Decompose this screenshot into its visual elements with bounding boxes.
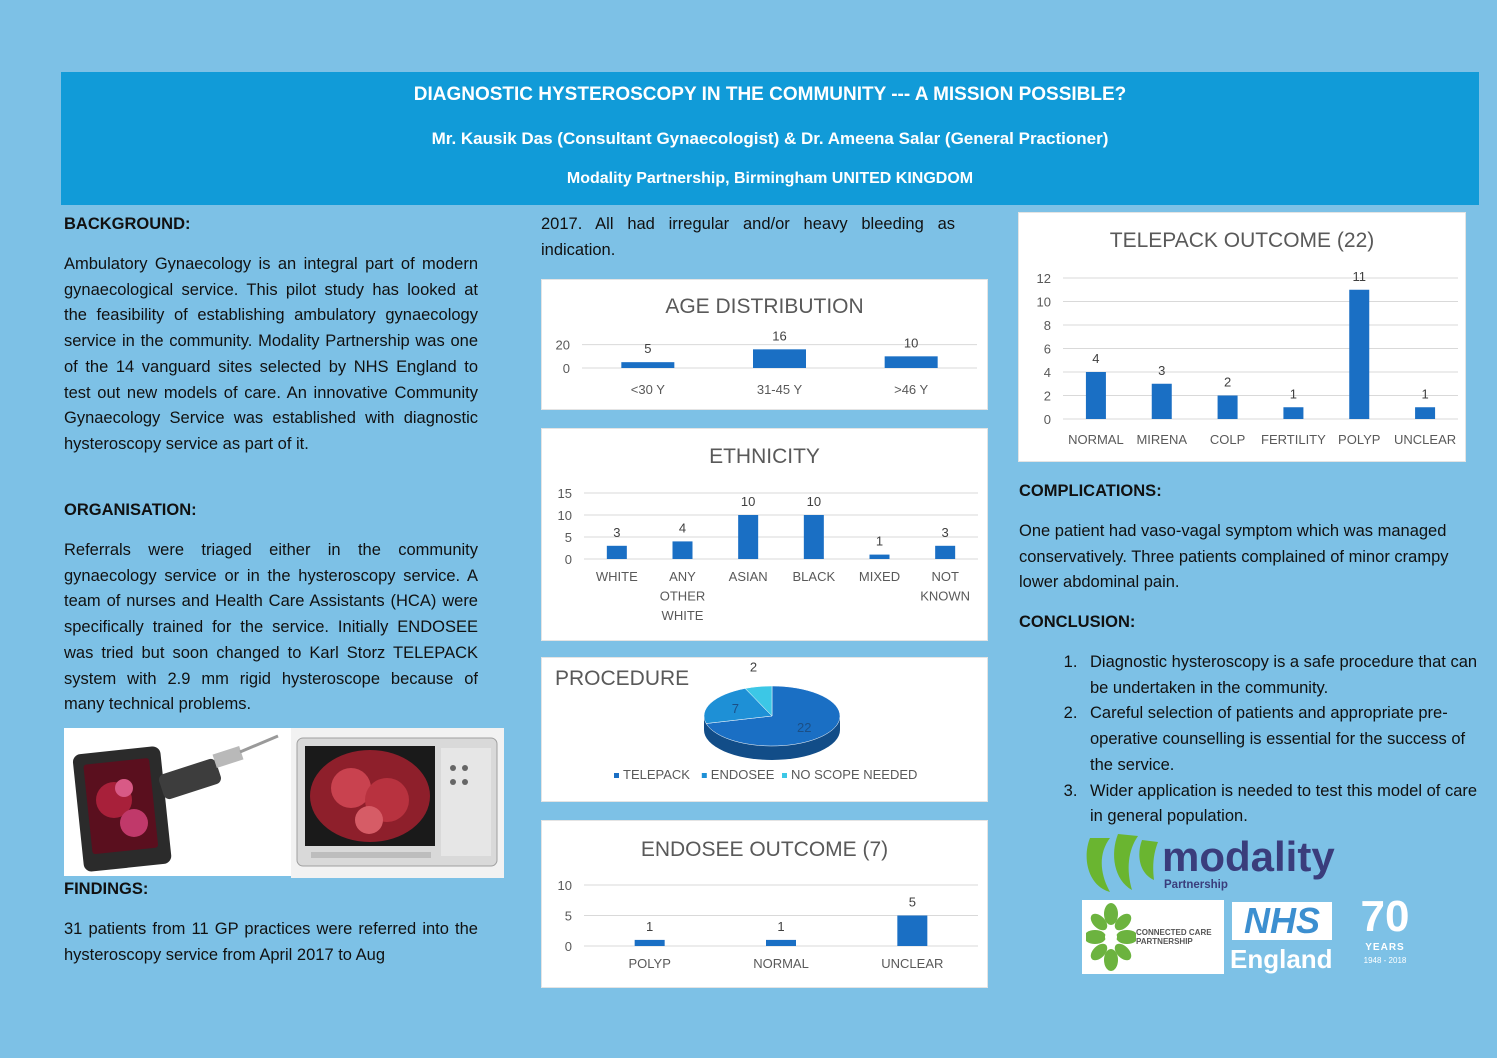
nhs-logo-text: NHS (1243, 900, 1320, 941)
bar (870, 555, 890, 559)
data-label: 5 (908, 894, 916, 910)
data-label: 10 (903, 335, 919, 351)
x-tick-label: BLACK (792, 569, 836, 584)
data-label: 2 (1223, 374, 1232, 390)
conclusion-item: 1. Diagnostic hysteroscopy is a safe procedure that can be undertaken in the community. (1082, 650, 1492, 701)
anniversary-number: 70 (1360, 892, 1410, 941)
legend-swatch (702, 773, 707, 778)
x-tick-label: <30 Y (630, 382, 665, 397)
organisation-heading: ORGANISATION: (64, 501, 197, 519)
y-tick-label: 10 (1036, 294, 1051, 310)
anniversary-years: 1948 - 2018 (1363, 956, 1407, 965)
modality-logo (1080, 830, 1340, 896)
x-tick-label: WHITE (595, 569, 638, 584)
background-text: Ambulatory Gynaecology is an integral part of modern gynaecological service. This pilot study has looked at the feasibility of establishing ambulatory gynaecology service in the community. Modality Partnership was one of the 14 vanguard sites selected by NHS England to test out new models of care. An innovative Community Gynaecology Service was established with diagnostic hysteroscopy service as part of it. (64, 255, 478, 453)
data-label: 3 (613, 524, 621, 540)
y-tick-label: 10 (557, 878, 572, 893)
data-label: 16 (772, 328, 787, 344)
data-label: 10 (740, 494, 756, 509)
legend-label: TELEPACK (623, 767, 690, 782)
data-label: 10 (806, 494, 822, 509)
y-tick-label: 0 (564, 552, 572, 567)
bar (897, 916, 927, 947)
bar (635, 940, 665, 946)
nhs-region-text: England (1230, 944, 1333, 974)
x-tick-label: UNCLEAR (881, 956, 944, 971)
connected-care-logo (1082, 900, 1224, 974)
data-label: 1 (1421, 386, 1429, 402)
y-tick-label: 0 (562, 361, 570, 376)
bar (804, 515, 824, 559)
chart-title: TELEPACK OUTCOME (22) (1109, 229, 1375, 252)
connected-care-flower-icon (1086, 902, 1136, 972)
x-tick-label: 31-45 Y (756, 382, 803, 397)
bar (1152, 384, 1172, 419)
background-heading: BACKGROUND: (64, 215, 191, 233)
data-label: 1 (777, 918, 785, 934)
y-tick-label: 12 (1036, 271, 1051, 286)
legend-swatch (614, 773, 619, 778)
bar (1218, 396, 1238, 420)
bar (607, 546, 627, 559)
bar (1086, 372, 1106, 419)
nhs-70-years-logo (1350, 892, 1420, 972)
data-label: 4 (1092, 351, 1100, 366)
x-tick-label: OTHER (659, 588, 706, 604)
conclusion-list (1040, 650, 1492, 830)
y-tick-label: 5 (564, 530, 572, 545)
chart-title: PROCEDURE (555, 667, 690, 690)
bar (885, 356, 938, 368)
x-tick-label: WHITE (661, 608, 704, 623)
y-tick-label: 5 (564, 908, 572, 924)
anniversary-word: YEARS (1365, 942, 1405, 953)
x-tick-label: ASIAN (728, 569, 768, 584)
modality-logo-text: modality (1162, 833, 1335, 880)
y-tick-label: 0 (564, 939, 572, 954)
y-tick-label: 10 (557, 508, 572, 523)
y-tick-label: 4 (1043, 365, 1051, 380)
y-tick-label: 2 (1043, 388, 1051, 404)
x-tick-label: POLYP (628, 956, 671, 971)
telepack-camera-photo (64, 728, 291, 876)
bar (1415, 407, 1435, 419)
x-tick-label: POLYP (1338, 432, 1381, 447)
modality-leaf-icon (1080, 830, 1160, 896)
x-tick-label: NOT (931, 569, 959, 584)
poster-authors: Mr. Kausik Das (Consultant Gynaecologist) & Dr. Ameena Salar (General Practioner) (431, 129, 1109, 148)
y-tick-label: 20 (555, 337, 570, 353)
x-tick-label: ANY (669, 569, 696, 584)
findings-heading: FINDINGS: (64, 880, 149, 898)
data-label: 1 (1289, 386, 1298, 402)
connected-care-logo-text: CONNECTED CARE PARTNERSHIP (1136, 928, 1212, 946)
title-banner (61, 72, 1479, 205)
bar (1283, 407, 1303, 419)
endosee-outcome-chart (541, 820, 988, 988)
x-tick-label: KNOWN (920, 588, 971, 604)
poster-title: DIAGNOSTIC HYSTEROSCOPY IN THE COMMUNITY --- A MISSION POSSIBLE? (413, 84, 1127, 105)
conclusion-item: 3. Wider application is needed to test this model of care in general population. (1082, 779, 1492, 830)
chart-title: ENDOSEE OUTCOME (7) (640, 838, 889, 861)
chart-title: ETHNICITY (709, 445, 820, 468)
y-tick-label: 6 (1043, 341, 1051, 357)
age-distribution-chart (541, 279, 988, 410)
x-tick-label: FERTILITY (1261, 432, 1326, 447)
legend-label: NO SCOPE NEEDED (791, 767, 918, 782)
bar (1349, 290, 1369, 419)
ethnicity-chart (541, 428, 988, 641)
x-tick-label: MIXED (858, 569, 901, 584)
pie-data-label: 22 (797, 720, 812, 736)
telepack-outcome-chart (1018, 212, 1466, 462)
poster-affiliation: Modality Partnership, Birmingham UNITED KINGDOM (566, 170, 974, 187)
conclusion-item: 2. Careful selection of patients and appropriate pre-operative counselling is essential for the success of the service. (1082, 701, 1492, 778)
x-tick-label: MIRENA (1136, 432, 1188, 447)
data-label: 5 (644, 341, 652, 357)
y-tick-label: 0 (1043, 412, 1051, 427)
findings-text-continued: 2017. All had irregular and/or heavy bleeding as indication. (541, 215, 955, 259)
nhs-england-logo (1230, 900, 1334, 976)
bar (753, 349, 806, 368)
legend-label: ENDOSEE (710, 767, 775, 782)
data-label: 1 (875, 533, 884, 549)
complications-text: One patient had vaso-vagal symptom which was managed conservatively. Three patients complained of minor crampy lower abdominal pain. (1019, 522, 1449, 592)
data-label: 11 (1352, 268, 1366, 284)
procedure-chart (541, 657, 988, 802)
telepack-monitor-photo (291, 728, 504, 878)
data-label: 3 (1158, 362, 1166, 378)
y-tick-label: 15 (557, 486, 572, 501)
pie-data-label: 7 (731, 701, 739, 717)
organisation-text: Referrals were triaged either in the community gynaecology service or in the hysteroscopy service. A team of nurses and Health Care Assistants (HCA) were specifically trained for the service. Initially ENDOSEE was tried but soon changed to Karl Storz TELEPACK system with 2.9 mm rigid hysteroscope because of many technical problems. (64, 541, 478, 714)
x-tick-label: NORMAL (1068, 432, 1124, 447)
data-label: 1 (646, 918, 654, 934)
complications-heading: COMPLICATIONS: (1019, 482, 1162, 500)
x-tick-label: COLP (1209, 432, 1246, 447)
x-tick-label: UNCLEAR (1394, 432, 1457, 447)
x-tick-label: NORMAL (753, 956, 809, 971)
chart-title: AGE DISTRIBUTION (665, 295, 864, 318)
data-label: 4 (678, 520, 687, 536)
legend-swatch (782, 773, 787, 778)
y-tick-label: 8 (1043, 318, 1051, 333)
bar (935, 546, 955, 559)
bar (766, 940, 796, 946)
bar (621, 362, 674, 368)
findings-text: 31 patients from 11 GP practices were referred into the hysteroscopy service from April 2017 to Aug (64, 920, 478, 964)
bar (738, 515, 758, 559)
bar (673, 541, 693, 559)
x-tick-label: >46 Y (894, 382, 929, 397)
modality-logo-subtext: Partnership (1164, 879, 1228, 891)
pie-data-label: 2 (749, 659, 758, 675)
conclusion-heading: CONCLUSION: (1019, 613, 1136, 631)
data-label: 3 (941, 524, 949, 540)
